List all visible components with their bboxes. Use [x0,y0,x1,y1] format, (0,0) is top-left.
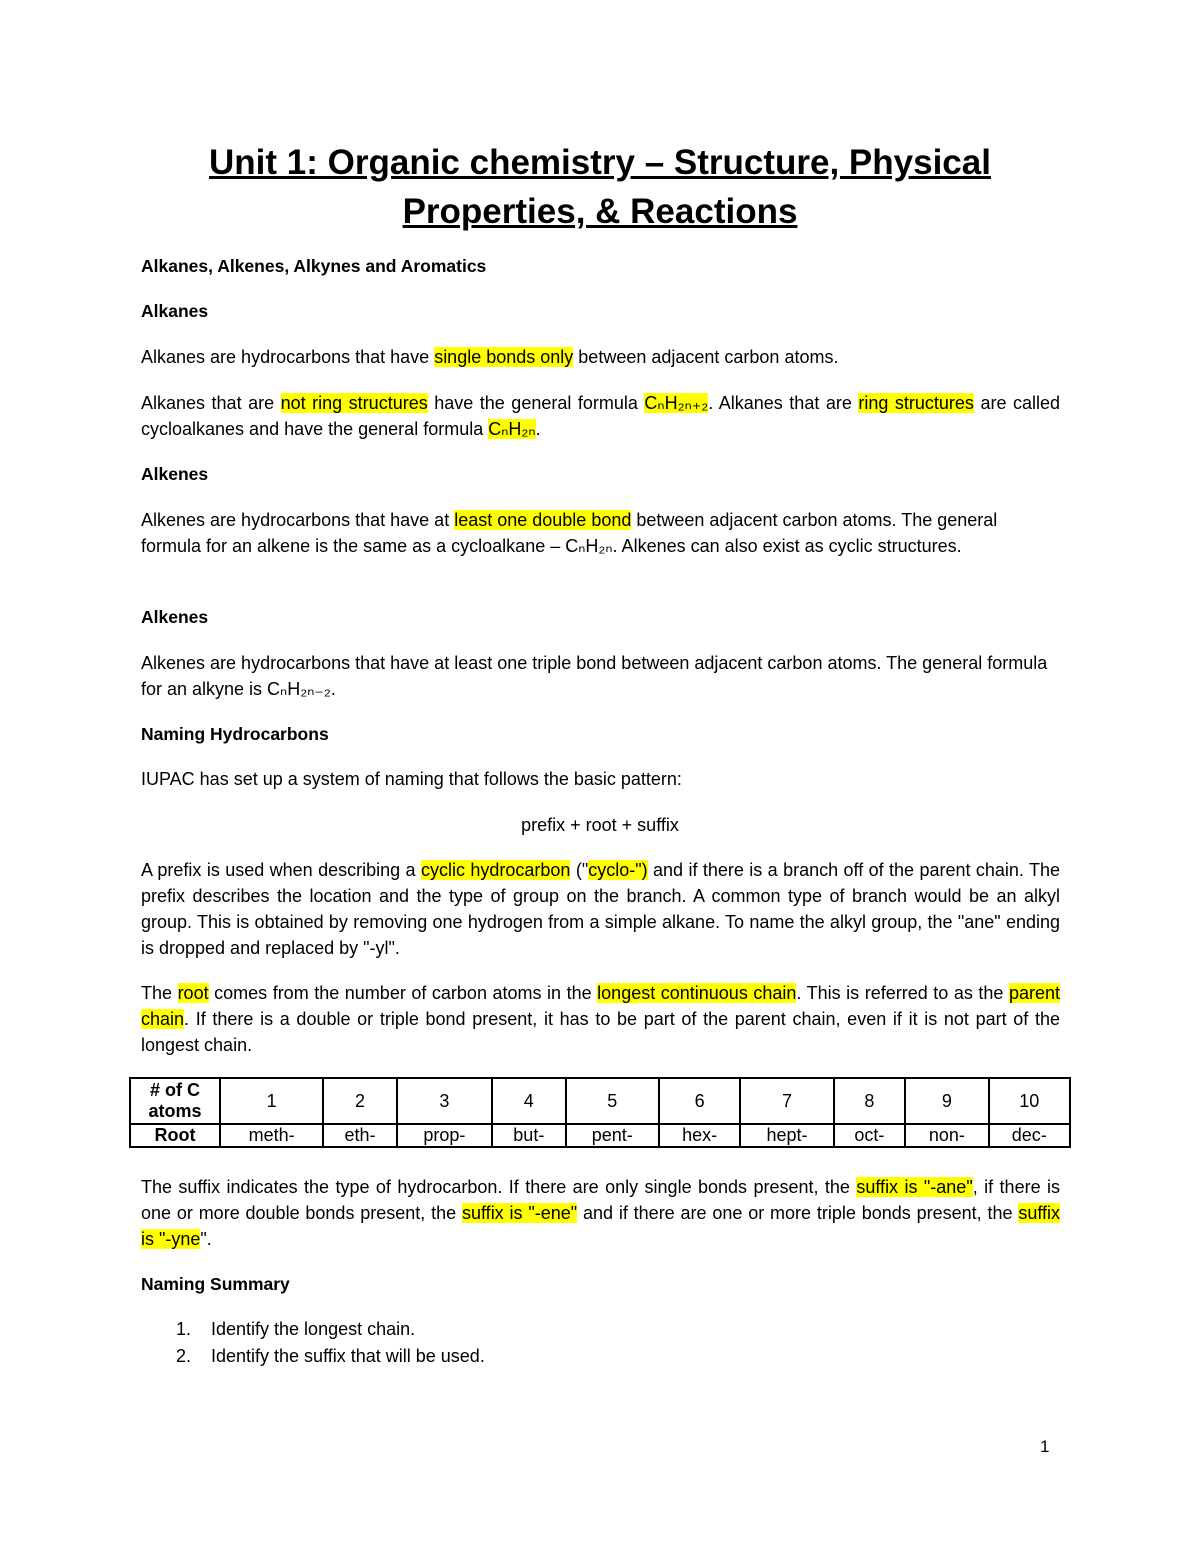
summary-heading: Naming Summary [141,1274,290,1294]
alkanes-heading: Alkanes [141,301,209,321]
alkenes-heading: Alkenes [141,464,209,484]
list-item [141,1343,1041,1370]
table-cell: oct- [834,1124,905,1147]
highlight: longest continuous chain [597,983,797,1003]
table-cell: hex- [659,1124,740,1147]
roots-table [129,1077,1071,1148]
table-cell: eth- [323,1124,397,1147]
table-cell: 2 [323,1078,397,1124]
table-cell: 10 [989,1078,1070,1124]
alkynes-paragraph: Alkenes are hydrocarbons that have at least one triple bond between adjacent carbon atoms. The general formula for an alkyne is CₙH₂ₙ₋₂. [141,653,1048,699]
table-cell: but- [492,1124,566,1147]
highlight: suffix is "-ane" [856,1177,973,1197]
highlight: single bonds only [434,347,574,367]
table-row-counts [130,1078,1070,1124]
naming-heading: Naming Hydrocarbons [141,724,329,744]
alkenes-paragraph: Alkenes are hydrocarbons that have at least one double bond between adjacent carbon atoms. The general formula for an alkene is the same as a cycloalkane – CₙH₂ₙ. Alkenes can also exist as cyclic structures. [141,510,998,556]
alkanes-paragraph-2: Alkanes that are not ring structures have the general formula CₙH₂ₙ₊₂. Alkanes that are ring structures are called cycloalkanes and have the general formula CₙH₂ₙ. [141,393,1061,439]
table-cell: 6 [659,1078,740,1124]
table-cell: 9 [905,1078,988,1124]
naming-intro: IUPAC has set up a system of naming that follows the basic pattern: [141,769,682,789]
table-cell: 7 [740,1078,833,1124]
formula-highlight: CₙH₂ₙ [488,419,536,439]
table-cell: 8 [834,1078,905,1124]
list-number: 2. [176,1346,192,1366]
highlight: not ring structures [280,393,428,413]
root-paragraph: The root comes from the number of carbon atoms in the longest continuous chain. This is referred to as the parent chain. If there is a double or triple bond present, it has to be part of the parent chain, even if it is not part of the longest chain. [141,983,1060,1055]
highlight: root [177,983,209,1003]
list-number: 1. [176,1319,192,1339]
table-cell: pent- [566,1124,659,1147]
highlight: least one double bond [454,510,632,530]
highlight: cyclo-") [588,860,648,880]
table-cell: 4 [492,1078,566,1124]
page-number: 1 [1040,1437,1050,1456]
list-text: Identify the suffix that will be used. [211,1346,485,1366]
table-cell: non- [905,1124,988,1147]
section-heading: Alkanes, Alkenes, Alkynes and Aromatics [141,256,487,276]
highlight: cyclic hydrocarbon [420,860,571,880]
highlight: ring structures [858,393,974,413]
table-row-roots [130,1124,1070,1147]
highlight: suffix is "-ene" [462,1203,578,1223]
table-cell: prop- [397,1124,492,1147]
table-cell: 3 [397,1078,492,1124]
table-cell: 1 [220,1078,323,1124]
title-line-2: Properties, & Reactions [402,192,798,231]
alkynes-heading: Alkenes [141,607,209,627]
title-line-1: Unit 1: Organic chemistry – Structure, Physical [209,143,991,182]
table-row-label: # of C atoms [130,1078,220,1124]
highlight: suffix is "-yne [141,1203,1060,1249]
table-cell: 5 [566,1078,659,1124]
table-cell: dec- [989,1124,1070,1147]
page-title [130,138,1070,236]
formula-highlight: CₙH₂ₙ₊₂ [644,393,709,413]
suffix-paragraph: The suffix indicates the type of hydrocarbon. If there are only single bonds present, the suffix is "-ane", if there is one or more double bonds present, the suffix is "-ene" and if there are one or more triple bonds present, the suffix is "-yne". [141,1177,1061,1249]
alkanes-paragraph-1: Alkanes are hydrocarbons that have single bonds only between adjacent carbon atoms. [141,347,839,367]
table-cell: meth- [220,1124,323,1147]
table-cell: hept- [740,1124,833,1147]
highlight: parent chain [141,983,1060,1029]
prefix-paragraph: A prefix is used when describing a cyclic hydrocarbon ("cyclo-") and if there is a branch off of the parent chain. The prefix describes the location and the type of group on the branch. A common type of branch would be an alkyl group. This is obtained by removing one hydrogen from a simple alkane. To name the alkyl group, the "ane" ending is dropped and replaced by "-yl". [141,860,1061,958]
naming-pattern: prefix + root + suffix [521,815,679,835]
list-item [141,1316,1041,1343]
list-text: Identify the longest chain. [211,1319,416,1339]
summary-list [141,1316,1041,1370]
table-row-label: Root [130,1124,220,1147]
